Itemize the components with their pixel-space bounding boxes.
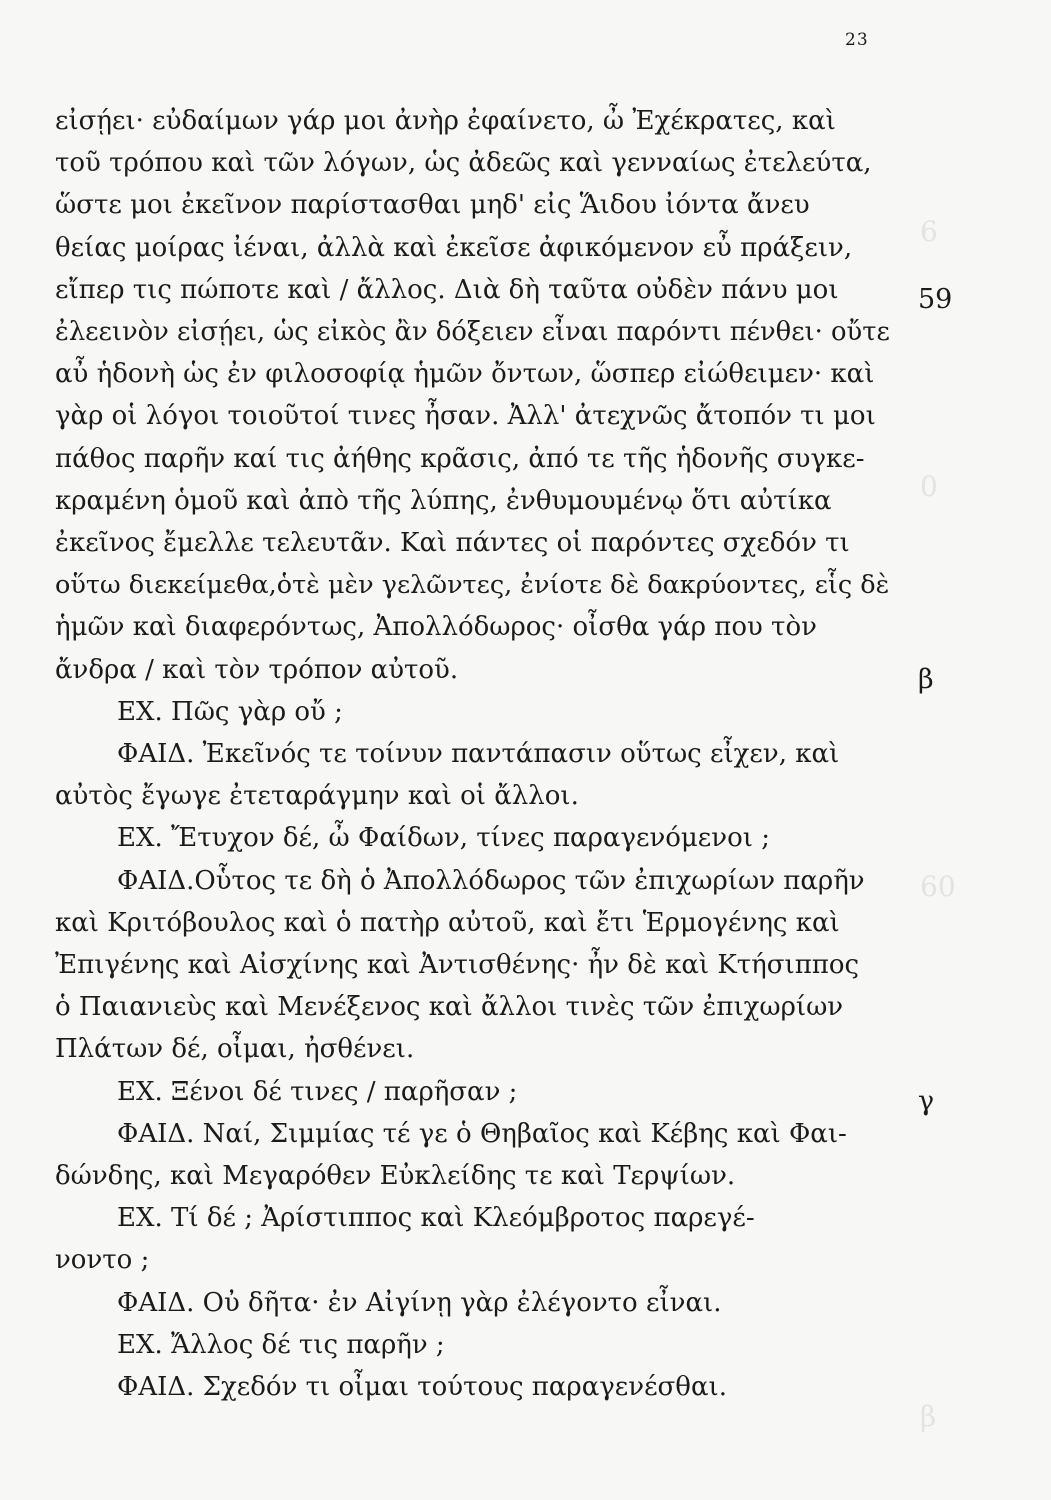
text-line: καὶ Κριτόβουλος καὶ ὁ πατὴρ αὐτοῦ, καὶ ἔτι Ἑρμογένης καὶ <box>55 907 840 938</box>
text-line: εἴπερ τις πώποτε καὶ / ἄλλος. Διὰ δὴ ταῦτα οὐδὲν πάνυ μοι <box>55 274 839 305</box>
text-line: ΦΑΙΔ. Σχεδόν τι οἶμαι τούτους παραγενέσθαι. <box>117 1372 727 1402</box>
text-line: ὥστε μοι ἐκεῖνον παρίστασθαι μηδ' εἰς Ἅιδου ἰόντα ἄνευ <box>55 190 810 221</box>
text-line: πάθος παρῆν καί τις ἀήθης κρᾶσις, ἀπό τε τῆς ἡδονῆς συγκε- <box>55 443 865 474</box>
text-line: ΦΑΙΔ. Οὐ δῆτα· ἐν Αἰγίνῃ γὰρ ἐλέγοντο εἶναι. <box>117 1287 722 1318</box>
text-line: Πλάτων δέ, οἶμαι, ἠσθένει. <box>55 1034 415 1065</box>
text-line: τοῦ τρόπου καὶ τῶν λόγων, ὡς ἀδεῶς καὶ γενναίως ἐτελεύτα, <box>55 148 872 179</box>
text-line: ἐκεῖνος ἔμελλε τελευτᾶν. Καὶ πάντες οἱ παρόντες σχεδόν τι <box>55 528 850 558</box>
text-line: ΦΑΙΔ.Οὗτος τε δὴ ὁ Ἀπολλόδωρος τῶν ἐπιχωρίων παρῆν <box>117 865 865 896</box>
text-line: αὐτὸς ἔγωγε ἐτεταράγμην καὶ οἱ ἄλλοι. <box>55 781 579 812</box>
margin-note: 59 <box>918 283 953 315</box>
text-line: ἄνδρα / καὶ τὸν τρόπον αὐτοῦ. <box>55 654 459 685</box>
text-line: ΕΧ. Πῶς γὰρ οὔ ; <box>117 696 343 727</box>
text-line: ΕΧ. Τί δέ ; Ἀρίστιππος καὶ Κλεόμβροτος παρεγέ- <box>117 1203 755 1234</box>
book-page: 23 6 0 60 β εἰσῄει· εὐδαίμων γάρ μοι ἀνὴρ ἐφαίνετο, ὦ Ἐχέκρατες, καὶ τοῦ τρόπου καὶ τῶν λόγων, ὡς ἀδεῶς καὶ γενναίως ἐτελεύτα, ὥστε μοι ἐκεῖνον παρίστασθαι μηδ' εἰς Ἅιδου ἰόντα ἄνευ θείας μοίρας ἰέναι, ἀλλὰ καὶ ἐκεῖσε ἀφικόμενον εὖ πράξειν, εἴπερ τις πώποτε καὶ / ἄλλος. Διὰ δὴ ταῦτα οὐδὲν πάνυ μοι ἐλεεινὸν εἰσῄει, ὡς εἰκὸς ἂν δόξειεν εἶναι παρόντι πένθει· οὔτε αὖ ἡδονὴ ὡς ἐν φιλοσοφίᾳ ἡμῶν ὄντων, ὥσπερ εἰώθειμεν· καὶ γὰρ οἱ λόγοι τοιοῦτοί τινες ἦσαν. Ἀλλ' ἀτεχνῶς ἄτοπόν τι μοι πάθος παρῆν καί τις ἀήθης κρᾶσις, ἀπό τε τῆς ἡδονῆς συγκε- κραμένη ὁμοῦ καὶ ἀπὸ τῆς λύπης, ἐνθυμουμένῳ ὅτι αὐτίκα ἐκεῖνος ἔμελλε τελευτᾶν. Καὶ πάντες οἱ παρόντες σχεδόν τι οὕτω διεκείμεθα,ὁτὲ μὲν γελῶντες, ἐνίοτε δὲ δακρύοντες, εἷς δὲ ἡμῶν καὶ διαφερόντως, Ἀπολλόδωρος· οἶσθα γάρ που τὸν ἄνδρα / καὶ τὸν τρόπον αὐτοῦ. ΕΧ. Πῶς γὰρ οὔ ; ΦΑΙΔ. Ἐκεῖνός τε τοίνυν παντάπασιν οὕτως εἶχεν, καὶ αὐτὸς ἔγωγε ἐτεταράγμην καὶ οἱ ἄλλοι. ΕΧ. Ἔτυχον δέ, ὦ Φαίδων, τίνες παραγενόμενοι ; ΦΑΙΔ.Οὗτος τε δὴ ὁ Ἀπολλόδωρος τῶν ἐπιχωρίων παρῆν καὶ Κριτόβουλος καὶ ὁ πατὴρ αὐτοῦ, καὶ ἔτι Ἑρμογένης καὶ Ἐπιγένης καὶ Αἰσχίνης καὶ Ἀντισθένης· ἦν δὲ καὶ Κτήσιππος ὁ Παιανιεὺς καὶ Μενέξενος καὶ ἄλλοι τινὲς τῶν ἐπιχωρίων Πλάτων δέ, οἶμαι, ἠσθένει. ΕΧ. Ξένοι δέ τινες / παρῆσαν ; ΦΑΙΔ. Ναί, Σιμμίας τέ γε ὁ Θηβαῖος καὶ Κέβης καὶ Φαι- δώνδης, καὶ Μεγαρόθεν Εὐκλείδης τε καὶ Τερψίων. ΕΧ. Τί δέ ; Ἀρίστιππος καὶ Κλεόμβροτος παρεγέ- νοντο ; ΦΑΙΔ. Οὐ δῆτα· ἐν Αἰγίνῃ γὰρ ἐλέγοντο εἶναι. ΕΧ. Ἄλλος δέ τις παρῆν ; ΦΑΙΔ. Σχεδόν τι οἶμαι τούτους παραγενέσθαι. 59 β γ <box>55 30 956 1433</box>
text-line: ΕΧ. Ἄλλος δέ τις παρῆν ; <box>117 1329 445 1360</box>
text-line: εἰσῄει· εὐδαίμων γάρ μοι ἀνὴρ ἐφαίνετο, ὦ Ἐχέκρατες, καὶ <box>55 106 836 136</box>
text-line: αὖ ἡδονὴ ὡς ἐν φιλοσοφίᾳ ἡμῶν ὄντων, ὥσπερ εἰώθειμεν· καὶ <box>55 359 875 390</box>
text-line: θείας μοίρας ἰέναι, ἀλλὰ καὶ ἐκεῖσε ἀφικόμενον εὖ πράξειν, <box>55 232 853 263</box>
text-line: οὕτω διεκείμεθα,ὁτὲ μὲν γελῶντες, ἐνίοτε δὲ δακρύοντες, εἷς δὲ <box>55 570 890 601</box>
page-number: 23 <box>845 30 869 50</box>
text-line: νοντο ; <box>55 1245 150 1276</box>
text-line: γὰρ οἱ λόγοι τοιοῦτοί τινες ἦσαν. Ἀλλ' ἀτεχνῶς ἄτοπόν τι μοι <box>55 401 876 432</box>
text-line: ὁ Παιανιεὺς καὶ Μενέξενος καὶ ἄλλοι τινὲς τῶν ἐπιχωρίων <box>55 992 844 1023</box>
text-line: κραμένη ὁμοῦ καὶ ἀπὸ τῆς λύπης, ἐνθυμουμένῳ ὅτι αὐτίκα <box>55 485 832 516</box>
text-line: ΕΧ. Ξένοι δέ τινες / παρῆσαν ; <box>117 1076 518 1107</box>
text-line: ἐλεεινὸν εἰσῄει, ὡς εἰκὸς ἂν δόξειεν εἶναι παρόντι πένθει· οὔτε <box>55 317 890 347</box>
text-line: ΦΑΙΔ. Ἐκεῖνός τε τοίνυν παντάπασιν οὕτως εἶχεν, καὶ <box>117 739 840 769</box>
margin-note: γ <box>918 1085 935 1117</box>
text-line: ΦΑΙΔ. Ναί, Σιμμίας τέ γε ὁ Θηβαῖος καὶ Κέβης καὶ Φαι- <box>117 1118 847 1149</box>
text-line: ΕΧ. Ἔτυχον δέ, ὦ Φαίδων, τίνες παραγενόμενοι ; <box>117 823 770 854</box>
text-line: ἡμῶν καὶ διαφερόντως, Ἀπολλόδωρος· οἶσθα γάρ που τὸν <box>55 612 817 643</box>
text-line: δώνδης, καὶ Μεγαρόθεν Εὐκλείδης τε καὶ Τερψίων. <box>55 1161 736 1191</box>
text-line: Ἐπιγένης καὶ Αἰσχίνης καὶ Ἀντισθένης· ἦν δὲ καὶ Κτήσιππος <box>55 950 860 980</box>
margin-note: β <box>918 663 934 695</box>
